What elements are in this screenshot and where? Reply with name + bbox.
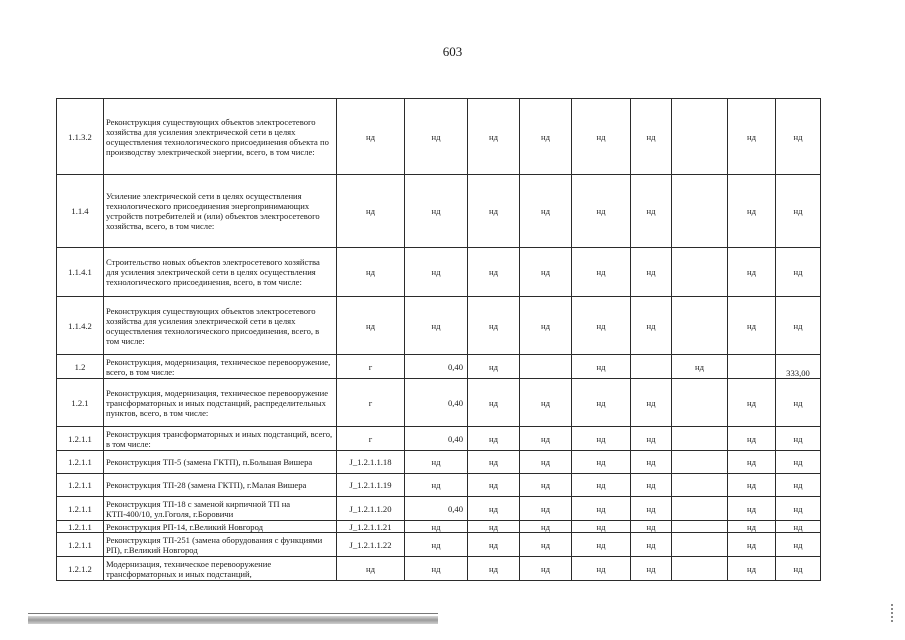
cell-value	[672, 175, 728, 248]
cell-value: нд	[572, 248, 631, 297]
cell-value: нд	[572, 557, 631, 581]
cell-value: 333,00	[776, 355, 821, 379]
cell-value: нд	[468, 248, 520, 297]
cell-value	[520, 355, 572, 379]
cell-value: нд	[520, 451, 572, 474]
investment-table	[56, 98, 821, 581]
cell-value: 0,40	[405, 355, 468, 379]
cell-value: нд	[572, 533, 631, 557]
row-code: J_1.2.1.1.19	[337, 474, 405, 497]
row-number: 1.2.1.2	[57, 557, 104, 581]
cell-value	[672, 379, 728, 427]
cell-value: нд	[405, 521, 468, 533]
cell-value: нд	[405, 474, 468, 497]
cell-value: нд	[728, 99, 776, 175]
row-code: J_1.2.1.1.21	[337, 521, 405, 533]
row-code: нд	[337, 557, 405, 581]
row-code: г	[337, 379, 405, 427]
cell-value: нд	[776, 497, 821, 521]
cell-value: нд	[520, 99, 572, 175]
row-number: 1.1.4.1	[57, 248, 104, 297]
cell-value: нд	[468, 557, 520, 581]
cell-value: нд	[468, 497, 520, 521]
row-name: Реконструкция существующих объектов электросетевого хозяйства для усиления электрической сети в целях осуществления технологического присоединения объекта по производству электрической энергии, всего, в том числе:	[104, 99, 337, 175]
row-code: J_1.2.1.1.20	[337, 497, 405, 521]
cell-value: нд	[631, 297, 672, 355]
cell-value	[672, 427, 728, 451]
row-name: Реконструкция ТП-28 (замена ГКТП), г.Малая Вишера	[104, 474, 337, 497]
cell-value: 0,40	[405, 497, 468, 521]
cell-value: нд	[572, 379, 631, 427]
table-row	[57, 379, 821, 427]
row-number: 1.2.1.1	[57, 474, 104, 497]
cell-value: нд	[776, 175, 821, 248]
cell-value: нд	[631, 557, 672, 581]
cell-value: нд	[776, 474, 821, 497]
cell-value: нд	[405, 175, 468, 248]
cell-value: нд	[776, 379, 821, 427]
cell-value: нд	[631, 99, 672, 175]
cell-value: нд	[728, 474, 776, 497]
cell-value: нд	[520, 248, 572, 297]
row-code: нд	[337, 99, 405, 175]
cell-value	[672, 451, 728, 474]
cell-value: нд	[776, 99, 821, 175]
row-name: Реконструкция, модернизация, техническое перевооружение, всего, в том числе:	[104, 355, 337, 379]
row-number: 1.1.4	[57, 175, 104, 248]
cell-value: нд	[631, 521, 672, 533]
cell-value	[672, 497, 728, 521]
cell-value: нд	[468, 175, 520, 248]
row-code: г	[337, 355, 405, 379]
row-number: 1.2	[57, 355, 104, 379]
cell-value: нд	[520, 474, 572, 497]
row-name: Реконструкция трансформаторных и иных подстанций, всего, в том числе:	[104, 427, 337, 451]
row-name: Реконструкция, модернизация, техническое перевооружение трансформаторных и иных подстанций, распределительных пунктов, всего, в том числе:	[104, 379, 337, 427]
cell-value: нд	[520, 497, 572, 521]
cell-value: нд	[405, 99, 468, 175]
row-code: J_1.2.1.1.22	[337, 533, 405, 557]
table-row	[57, 297, 821, 355]
cell-value: нд	[572, 175, 631, 248]
cell-value: нд	[468, 427, 520, 451]
table-row	[57, 248, 821, 297]
cell-value: нд	[520, 533, 572, 557]
cell-value: нд	[728, 497, 776, 521]
cell-value: нд	[405, 533, 468, 557]
cell-value	[631, 355, 672, 379]
cell-value: нд	[776, 451, 821, 474]
cell-value: нд	[572, 99, 631, 175]
row-number: 1.2.1.1	[57, 427, 104, 451]
cell-value: нд	[728, 427, 776, 451]
row-name: Реконструкция ТП-5 (замена ГКТП), п.Большая Вишера	[104, 451, 337, 474]
scan-edge-line	[28, 613, 438, 614]
cell-value: нд	[728, 175, 776, 248]
cell-value	[672, 557, 728, 581]
cell-value: нд	[572, 521, 631, 533]
cell-value: нд	[520, 427, 572, 451]
cell-value: нд	[572, 451, 631, 474]
cell-value: нд	[572, 474, 631, 497]
table-row	[57, 175, 821, 248]
table-row	[57, 474, 821, 497]
cell-value: нд	[776, 557, 821, 581]
cell-value	[672, 248, 728, 297]
cell-value: нд	[468, 355, 520, 379]
row-number: 1.2.1.1	[57, 497, 104, 521]
row-code: нд	[337, 248, 405, 297]
cell-value: нд	[405, 248, 468, 297]
row-name: Реконструкция существующих объектов электросетевого хозяйства для усиления электрической сети в целях осуществления технологического присоединения, всего, в том числе:	[104, 297, 337, 355]
table-row	[57, 557, 821, 581]
table-row	[57, 497, 821, 521]
cell-value: нд	[631, 533, 672, 557]
cell-value: нд	[572, 497, 631, 521]
cell-value: нд	[631, 379, 672, 427]
cell-value: нд	[728, 557, 776, 581]
row-number: 1.1.4.2	[57, 297, 104, 355]
cell-value: 0,40	[405, 427, 468, 451]
row-name: Строительство новых объектов электросетевого хозяйства для усиления электрической сети в целях осуществления технологического присоединения, всего, в том числе:	[104, 248, 337, 297]
cell-value: нд	[572, 297, 631, 355]
cell-value: нд	[728, 533, 776, 557]
row-number: 1.2.1.1	[57, 521, 104, 533]
row-name: Реконструкция ТП-251 (замена оборудования с функциями РП), г.Великий Новгород	[104, 533, 337, 557]
cell-value: нд	[468, 533, 520, 557]
scan-margin-mark	[891, 604, 893, 622]
cell-value: нд	[631, 175, 672, 248]
table-row	[57, 451, 821, 474]
cell-value	[672, 99, 728, 175]
cell-value: нд	[776, 248, 821, 297]
cell-value: нд	[468, 451, 520, 474]
row-number: 1.1.3.2	[57, 99, 104, 175]
row-code: J_1.2.1.1.18	[337, 451, 405, 474]
cell-value: 0,40	[405, 379, 468, 427]
table-row	[57, 533, 821, 557]
cell-value: нд	[631, 451, 672, 474]
cell-value: нд	[405, 451, 468, 474]
cell-value: нд	[631, 474, 672, 497]
cell-value: нд	[405, 557, 468, 581]
cell-value	[672, 521, 728, 533]
cell-value: нд	[728, 379, 776, 427]
cell-value: нд	[520, 297, 572, 355]
cell-value	[672, 533, 728, 557]
cell-value	[672, 297, 728, 355]
row-code: г	[337, 427, 405, 451]
cell-value	[672, 474, 728, 497]
table-row	[57, 427, 821, 451]
cell-value: нд	[631, 427, 672, 451]
cell-value: нд	[468, 474, 520, 497]
cell-value: нд	[572, 355, 631, 379]
table-row	[57, 521, 821, 533]
cell-value: нд	[728, 297, 776, 355]
cell-value: нд	[776, 521, 821, 533]
cell-value: нд	[520, 521, 572, 533]
cell-value: нд	[728, 451, 776, 474]
cell-value: нд	[468, 99, 520, 175]
row-code: нд	[337, 175, 405, 248]
row-number: 1.2.1.1	[57, 533, 104, 557]
page-number: 603	[442, 44, 463, 59]
cell-value: нд	[728, 521, 776, 533]
cell-value: нд	[520, 557, 572, 581]
scan-edge-shadow	[28, 616, 438, 624]
table-row	[57, 99, 821, 175]
cell-value: нд	[672, 355, 728, 379]
cell-value: нд	[776, 533, 821, 557]
cell-value: нд	[520, 379, 572, 427]
cell-value: нд	[520, 175, 572, 248]
cell-value: нд	[728, 248, 776, 297]
table-row	[57, 355, 821, 379]
cell-value: нд	[468, 379, 520, 427]
row-name: Модернизация, техническое перевооружение трансформаторных и иных подстанций,	[104, 557, 337, 581]
cell-value: нд	[405, 297, 468, 355]
cell-value: нд	[468, 521, 520, 533]
cell-value: нд	[776, 297, 821, 355]
row-code: нд	[337, 297, 405, 355]
cell-value: нд	[631, 497, 672, 521]
row-number: 1.2.1	[57, 379, 104, 427]
cell-value	[728, 355, 776, 379]
row-name: Усиление электрической сети в целях осуществления технологического присоединения энергопринимающих устройств потребителей и (или) объектов электросетевого хозяйства, всего, в том числе:	[104, 175, 337, 248]
row-name: Реконструкция РП-14, г.Великий Новгород	[104, 521, 337, 533]
cell-value: нд	[631, 248, 672, 297]
row-name: Реконструкция ТП-18 с заменой кирпичной ТП на КТП-400/10, ул.Гоголя, г.Боровичи	[104, 497, 337, 521]
cell-value: нд	[776, 427, 821, 451]
row-number: 1.2.1.1	[57, 451, 104, 474]
cell-value: нд	[572, 427, 631, 451]
cell-value: нд	[468, 297, 520, 355]
